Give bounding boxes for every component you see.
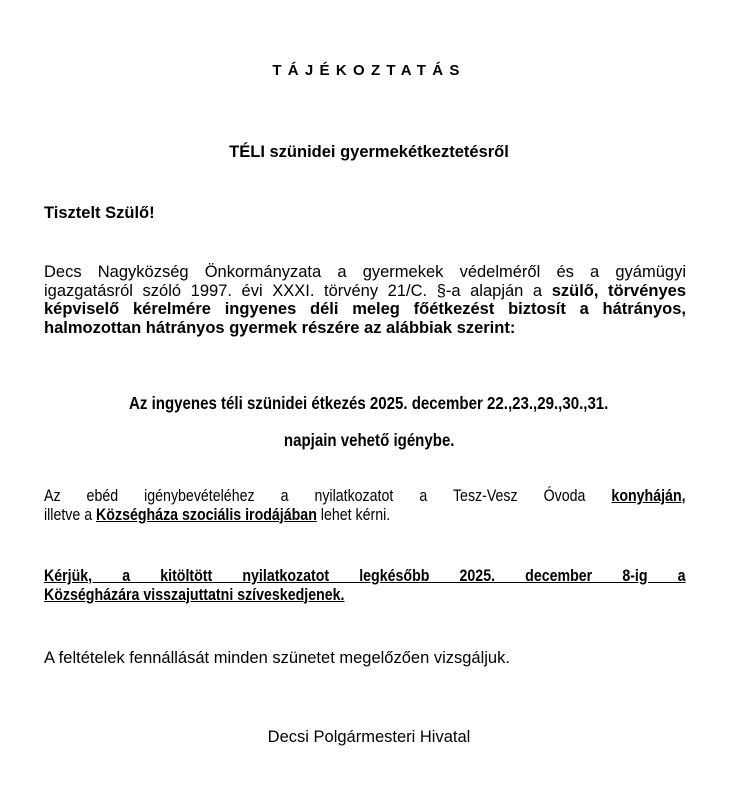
pickup-line-1: [44, 487, 686, 506]
intro-regular-text: Decs Nagyközség Önkormányzata a gyermekek védelméről és a gyámügyi igazgatásról szóló 1997. évi XXXI. törvény 21/C. §-a alapján a: [44, 263, 686, 300]
announcement-availability: [0, 430, 738, 450]
pickup-text-2: illetve a: [44, 505, 97, 524]
announcement-line-1: Az ingyenes téli szünidei étkezés 2025. december 22.,23.,29.,30.,31.: [129, 393, 609, 413]
pickup-text-1: Az ebéd igénybevételéhez a nyilatkozatot a Tesz-Vesz Óvoda: [44, 487, 612, 505]
kitchen-location: konyháján,: [611, 487, 686, 505]
office-location: Községháza szociális irodájában: [96, 505, 317, 524]
intro-bold-text: szülő, törvényes képviselő kérelmére ingyenes déli meleg főétkezést biztosít a hátrányos, halmozottan hátrányos gyermek részére az alábbiak szerint:: [44, 281, 686, 337]
deadline-paragraph: [44, 567, 686, 604]
signature: Decsi Polgármesteri Hivatal: [267, 728, 471, 746]
deadline-line-2: Községházára visszajuttatni szíveskedjenek.: [44, 585, 345, 604]
intro-paragraph: [44, 263, 686, 337]
greeting: Tisztelt Szülő!: [44, 204, 155, 222]
pickup-line-2: [44, 506, 390, 524]
document-subtitle: TÉLI szünidei gyermekétkeztetésről: [229, 143, 509, 161]
announcement-line-2: napjain vehető igénybe.: [283, 430, 455, 450]
pickup-text-3: lehet kérni.: [316, 505, 391, 524]
pickup-paragraph: [44, 487, 686, 524]
announcement-dates: [0, 393, 738, 413]
deadline-line-1: Kérjük, a kitöltött nyilatkozatot legkésőbb 2025. december 8-ig a: [44, 567, 686, 585]
conditions-paragraph: A feltételek fennállását minden szünetet megelőzően vizsgáljuk.: [44, 649, 510, 667]
document-title: TÁJÉKOZTATÁS: [272, 62, 466, 79]
